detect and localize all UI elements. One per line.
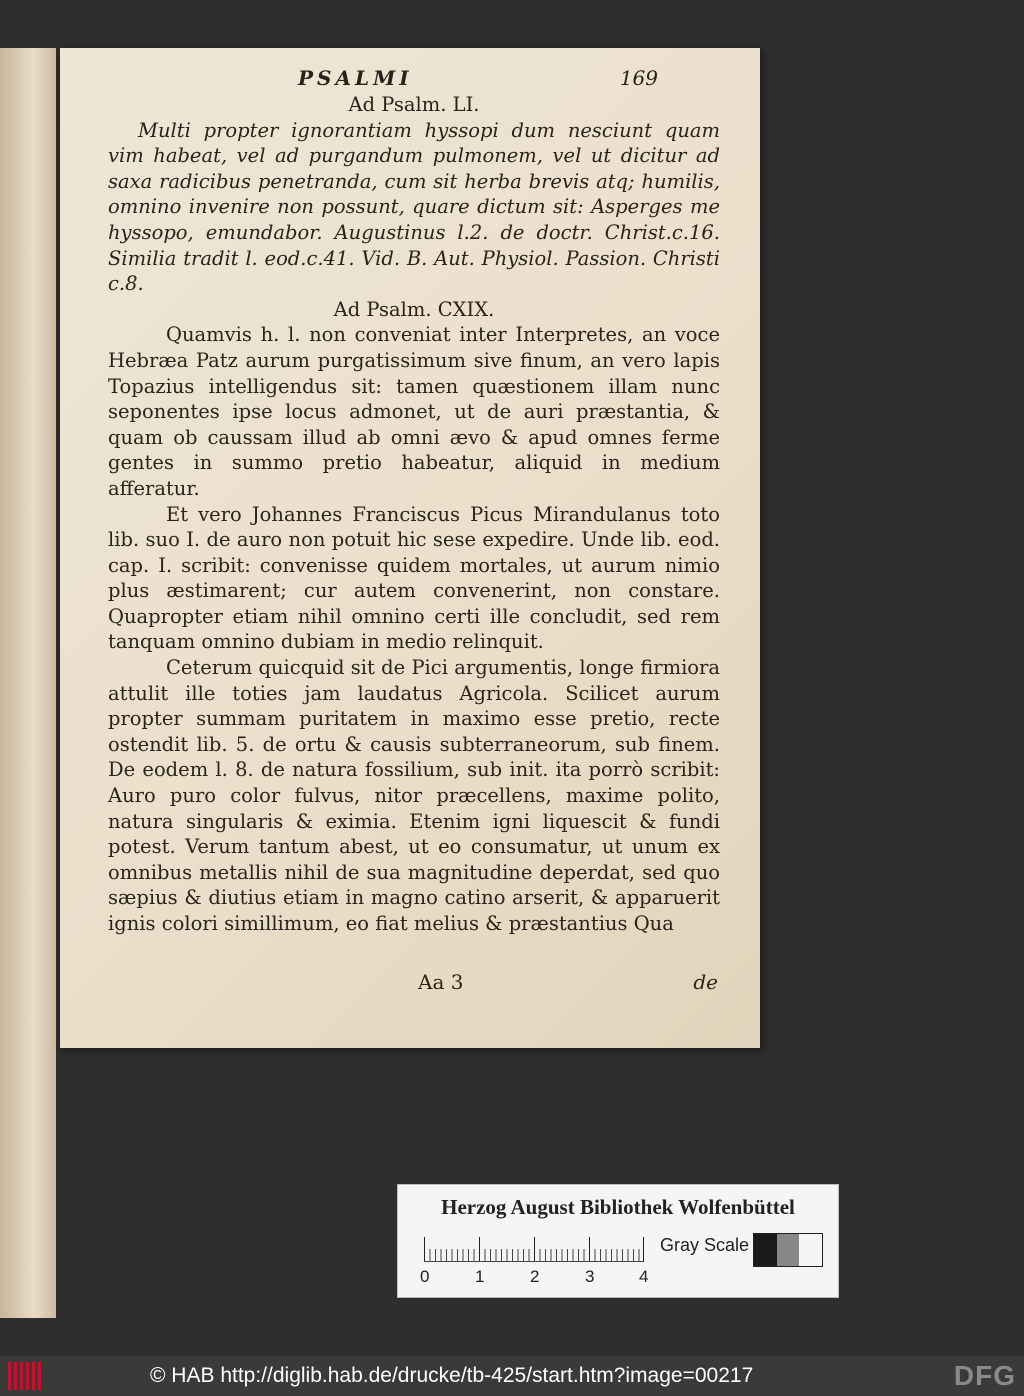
ruler-major-tick	[534, 1237, 535, 1261]
ruler-label: 3	[585, 1267, 595, 1286]
section-heading: Ad Psalm. LI.	[348, 93, 480, 116]
gray-patch-dark	[754, 1234, 777, 1266]
dfg-logo: DFG	[953, 1360, 1016, 1391]
ruler-label: 4	[639, 1267, 649, 1286]
gray-scale-patches	[753, 1233, 823, 1267]
page-text	[108, 92, 720, 937]
signature-mark: Aa 3	[418, 970, 464, 994]
ruler-major-tick	[643, 1237, 644, 1261]
catchword: de	[693, 970, 718, 994]
gray-patch-light	[799, 1234, 822, 1266]
library-name: Herzog August Bibliothek Wolfenbüttel	[441, 1195, 795, 1219]
ruler-major-tick	[589, 1237, 590, 1261]
paragraph: Quamvis h. l. non conveniat inter Interpretes, an voce Hebræa Patz aurum purgatissimum sive finum, an vero lapis Topazius intelligendus sit: tamen quæstionem illam nunc seponentes ipse locus admonet, ut de auri præstantia, & quam ob caussam illud ab omni ævo & apud omnes ferme gentes in summo pretio habeatur, aliquid in medium afferatur.	[108, 323, 720, 500]
running-title: PSALMI	[298, 66, 413, 90]
paragraph: Et vero Johannes Franciscus Picus Mirandulanus toto lib. suo I. de auro non potuit hic sese expedire. Unde lib. eod. cap. I. scribit: convenisse quidem mortales, ut aurum nimio plus æstimarent; cur autem convenerint, non constare. Quapropter etiam nihil omnino certi ille concludit, sed rem tanquam omnino dubiam in medio relinquit.	[108, 502, 720, 654]
ruler-major-tick	[479, 1237, 480, 1261]
gray-scale-label: Gray Scale	[660, 1235, 750, 1255]
section-heading: Ad Psalm. CXIX.	[333, 297, 495, 321]
adjacent-page-edge	[0, 48, 56, 1318]
hab-logo-icon	[8, 1362, 42, 1390]
ruler	[424, 1237, 644, 1262]
ruler-major-tick	[424, 1237, 425, 1261]
scale-card	[397, 1184, 839, 1298]
copyright-link[interactable]: © HAB http://diglib.hab.de/drucke/tb-425/start.htm?image=00217	[150, 1364, 754, 1387]
paragraph: Multi propter ignorantiam hyssopi dum nesciunt quam vim habeat, vel ad purgandum pulmonem, vel ut dicitur ad saxa radicibus penetranda, cum sit herba brevis atq; humilis, omnino invenire non possunt, quare dictum sit: Asperges me hyssopo, emundabor. Augustinus l.2. de doctr. Christ.c.16. Similia tradit l. eod.c.41. Vid. B. Aut. Physiol. Passion. Christi c.8.	[108, 118, 720, 296]
ruler-label: 0	[420, 1267, 430, 1286]
ruler-label: 2	[530, 1267, 540, 1286]
paragraph: Ceterum quicquid sit de Pici argumentis, longe firmiora attulit ille toties jam laudatus Agricola. Scilicet aurum propter summam puritatem in maximo esse pretio, recte ostendit lib. 5. de ortu & causis subterraneorum, sub finem. De eodem l. 8. de natura fossilium, sub init. ita porrò scribit: Auro puro color fulvus, nitor præcellens, maxime polito, natura singularis & eximia. Etenim igni liquescit & fundi potest. Verum tantum abest, ut eo consumatur, ut unum ex omnibus metallis nihil de sua magnitudine deperdat, sed quo sæpius & diutius etiam in magno catino arserit, & apparuerit ignis colori simillimum, eo fiat melius & præstantius Qua	[108, 656, 720, 935]
footer-bar	[0, 1356, 1024, 1396]
gray-patch-mid	[777, 1234, 800, 1266]
page-number: 169	[619, 66, 658, 90]
ruler-label: 1	[475, 1267, 485, 1286]
